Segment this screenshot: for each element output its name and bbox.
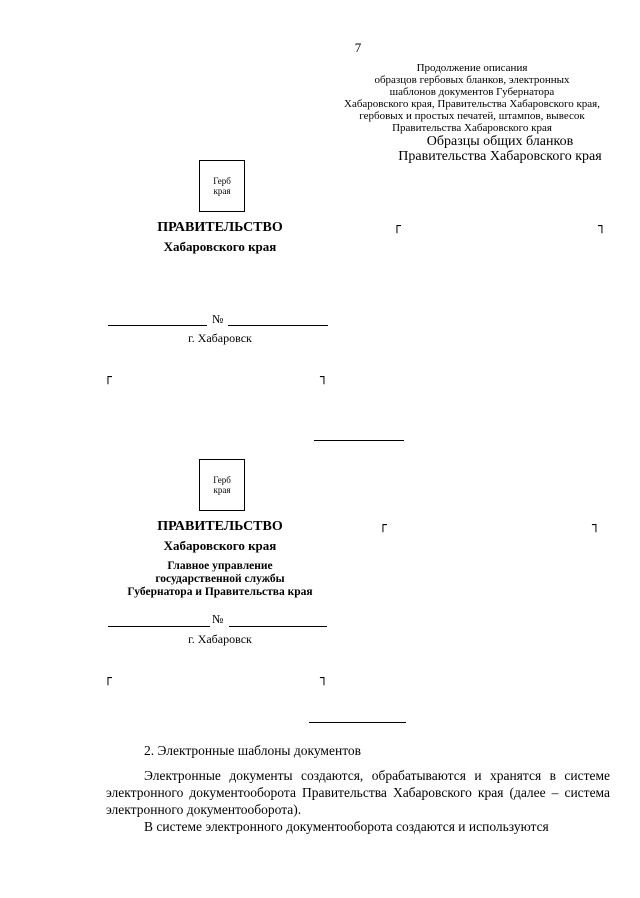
emblem-text: края [213,485,231,495]
subdivision-line: Губернатора и Правительства края [127,586,313,598]
header-line: шаблонов документов Губернатора [389,86,555,98]
header-line: образцов гербовых бланков, электронных [374,74,570,86]
header-line: Продолжение описания [416,62,528,74]
number-line [228,325,328,326]
number-sign: № [212,312,224,326]
title-line: Образцы общих бланков [426,134,574,149]
city: г. Хабаровск [188,331,252,345]
header-description [322,62,622,134]
org-region: Хабаровского края [163,538,277,553]
corner-mark-right: ┐ [320,671,328,686]
org-region: Хабаровского края [163,239,277,254]
corner-mark-left: ┌ [104,671,112,686]
separator-line [314,440,404,441]
paragraph: Электронные документы создаются, обрабатываются и хранятся в системе электронного документооборота Правительства Хабаровского края (далее – система электронного документооборота). [106,768,610,817]
emblem-text: Герб [213,176,231,186]
org-name: ПРАВИТЕЛЬСТВО [157,220,283,235]
emblem-text: края [213,186,231,196]
subdivision-line: государственной службы [155,573,285,585]
separator-line [309,722,406,723]
header-line: Правительства Хабаровского края [392,122,552,134]
section-heading: 2. Электронные шаблоны документов [144,743,362,758]
corner-mark-right: ┐ [592,518,600,533]
emblem-text: Герб [213,475,231,485]
corner-mark-left: ┌ [104,370,112,385]
corner-mark-right: ┐ [598,219,606,234]
emblem-placeholder [199,160,245,212]
corner-mark-left: ┌ [379,518,387,533]
number-sign: № [212,612,224,626]
body-text [106,767,610,835]
emblem-placeholder [199,459,245,511]
subdivision-line: Главное управление [167,560,273,572]
city: г. Хабаровск [188,632,252,646]
title-line: Правительства Хабаровского края [398,149,602,164]
subdivision-name [90,560,350,599]
number-line [229,626,327,627]
date-line [108,325,207,326]
date-line [108,626,210,627]
paragraph: В системе электронного документооборота создаются и используются [144,819,549,834]
page-number: 7 [354,40,362,55]
corner-mark-left: ┌ [393,219,401,234]
section-title [382,134,618,164]
corner-mark-right: ┐ [320,370,328,385]
header-line: Хабаровского края, Правительства Хабаровского края, [344,98,600,110]
header-line: гербовых и простых печатей, штампов, вывесок [359,110,585,122]
org-name: ПРАВИТЕЛЬСТВО [157,519,283,534]
